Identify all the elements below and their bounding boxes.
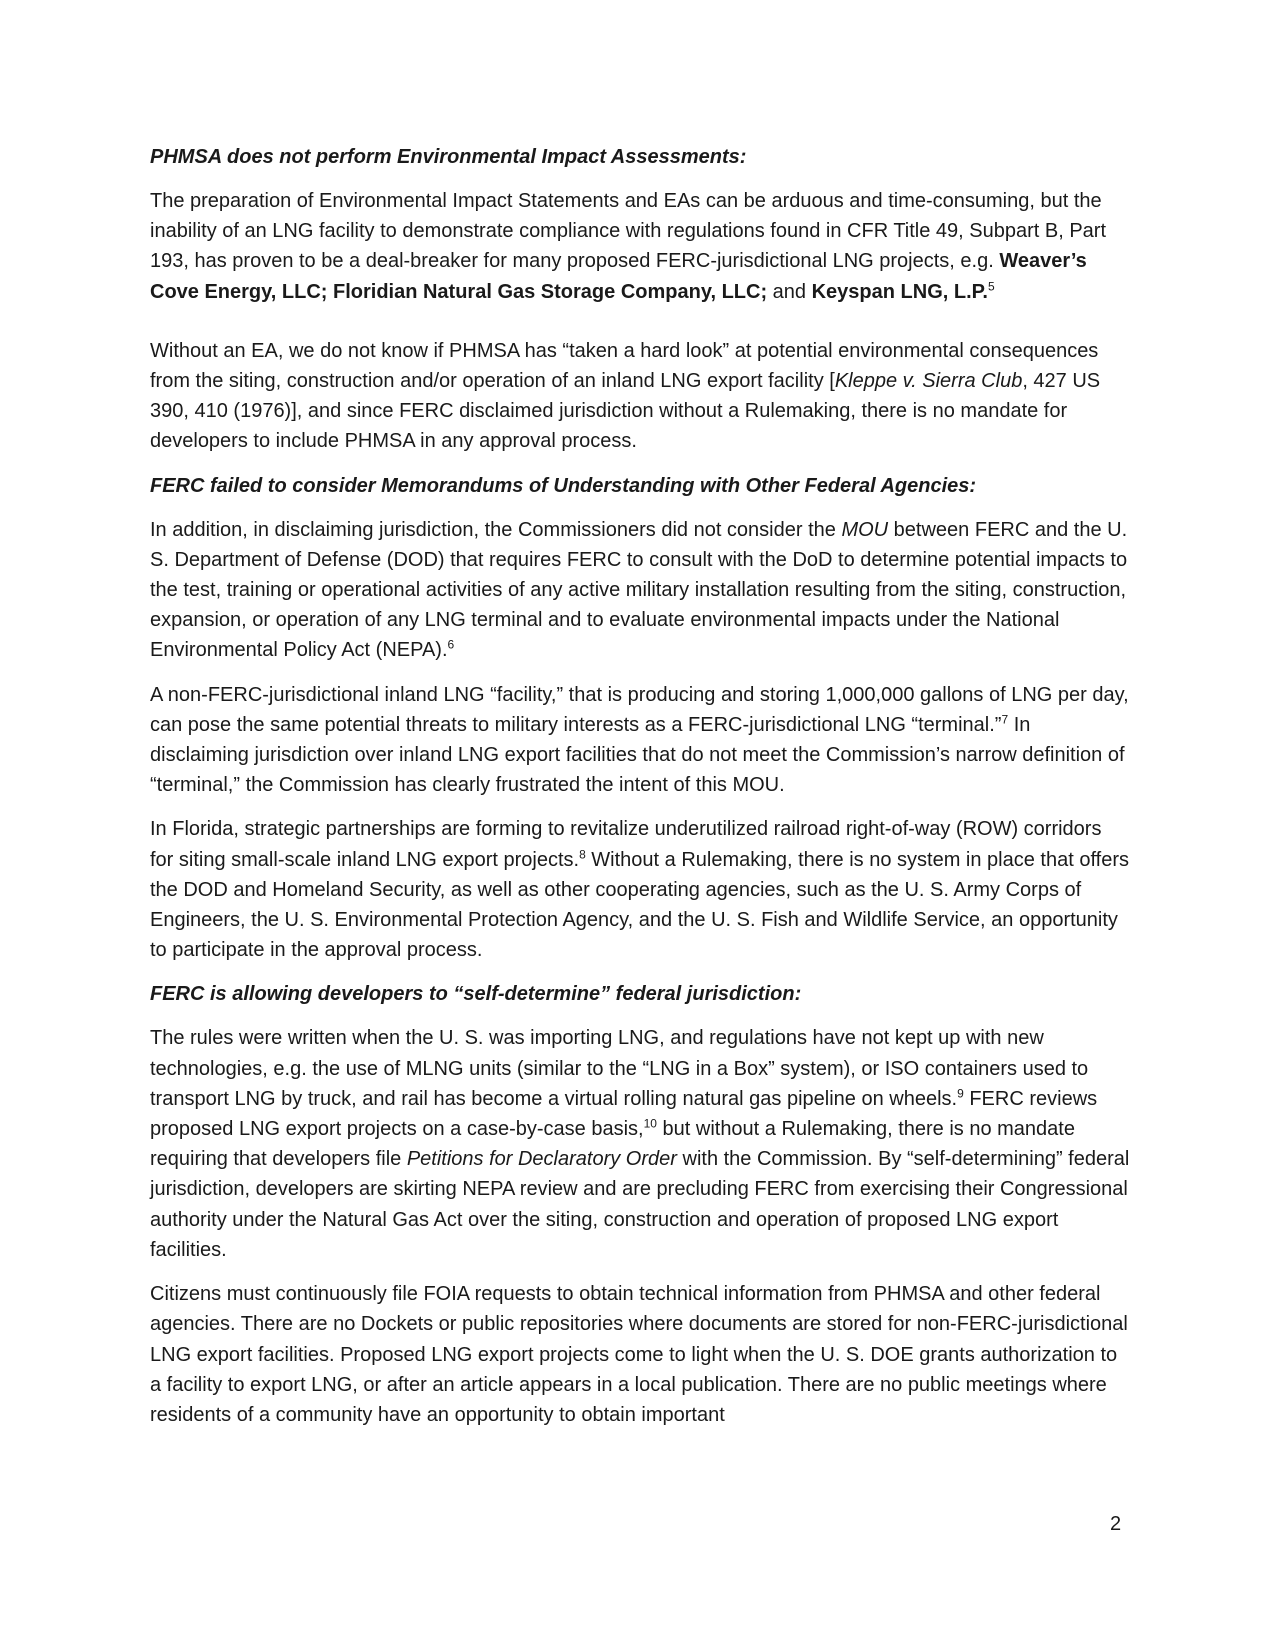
footnote-ref: 5 (987, 278, 995, 293)
paragraph-without-ea (150, 336, 1130, 457)
text-run: Without an EA, we do not know if PHMSA has “taken a hard look” at potential environmental consequences from the siting, construction and/or operation of an inland LNG export facility [ (150, 339, 1099, 393)
bold-project-name-keyspan: Keyspan LNG, L.P. (811, 280, 988, 303)
footnote-ref: 7 (1001, 712, 1009, 727)
footnote-ref: 10 (643, 1116, 657, 1131)
text-run: between FERC and the U. S. Department of Defense (DOD) that requires FERC to consult with the DoD to determine potential impacts to the test, training or operational activities of any active military installation resulting from the siting, construction, expansion, or operation of any LNG terminal and to evaluate environmental impacts under the National Environmental Policy Act (NEPA). (150, 518, 1128, 662)
text-run: with the Commission. By “self-determining” federal jurisdiction, developers are skirting NEPA review and are precluding FERC from exercising their Congressional authority under the Natural Gas Act over the siting, construction and operation of proposed LNG export facilities. (150, 1148, 1130, 1261)
section-heading-phmsa: PHMSA does not perform Environmental Impact Assessments: (150, 146, 747, 168)
paragraph-foia-requests (150, 1279, 1130, 1430)
footnote-ref: 9 (957, 1086, 964, 1101)
text-run: The preparation of Environmental Impact Statements and EAs can be arduous and time-consuming, but the inability of an LNG facility to demonstrate compliance with regulations found in CFR Title 49, Subpart B, Part 193, has proven to be a deal-breaker for many proposed FERC-jurisdictional LNG projects, e.g. (150, 190, 1107, 273)
footnote-ref: 8 (579, 847, 586, 861)
text-run: and (767, 280, 812, 303)
text-run: In disclaiming jurisdiction over inland LNG export facilities that do not meet the Commission’s narrow definition of “terminal,” the Commission has clearly frustrated the intent of this MOU. (150, 713, 1125, 797)
text-run: but without a Rulemaking, there is no mandate requiring that developers file (150, 1118, 1075, 1171)
bold-project-names: Weaver’s Cove Energy, LLC; Floridian Natural Gas Storage Company, LLC; (150, 250, 1087, 303)
text-run: Citizens must continuously file FOIA requests to obtain technical information from PHMSA and other federal agencies. There are no Dockets or public repositories where documents are stored for non-FERC-jurisdictional LNG export facilities. Proposed LNG export projects come to light when the U. S. DOE grants authorization to a facility to export LNG, or after an article appears in a local publication. There are no public meetings where residents of a community have an opportunity to obtain important (150, 1283, 1128, 1426)
document-page (150, 142, 1130, 1444)
text-run: A non-FERC-jurisdictional inland LNG “facility,” that is producing and storing 1,000,000 gallons of LNG per day, can pose the same potential threats to military interests as a FERC-jurisdictional LNG “terminal.” (150, 683, 1129, 736)
italic-mou: MOU (841, 518, 889, 541)
paragraph-eis-compliance (150, 186, 1130, 307)
page-number: 2 (1110, 1513, 1122, 1535)
paragraph-rules-written (150, 1023, 1130, 1265)
paragraph-non-ferc-facility (150, 680, 1130, 801)
section-heading-mou: FERC failed to consider Memorandums of Understanding with Other Federal Agencies: (150, 474, 977, 497)
text-run: The rules were written when the U. S. was importing LNG, and regulations have not kept up with new technologies, e.g. the use of MLNG units (similar to the “LNG in a Box” system), or ISO containers used to transport LNG by truck, and rail has become a virtual rolling natural gas pipeline on wheels. (150, 1027, 1089, 1110)
paragraph-mou-dod (150, 515, 1130, 666)
paragraph-florida-partnerships (150, 814, 1130, 965)
case-citation: Kleppe v. Sierra Club (834, 370, 1023, 393)
text-run: Without a Rulemaking, there is no system in place that offers the DOD and Homeland Security, as well as other cooperating agencies, such as the U. S. Army Corps of Engineers, the U. S. Environmental Protection Agency, and the U. S. Fish and Wildlife Service, an opportunity to participate in the approval process. (150, 848, 1129, 962)
text-run: In Florida, strategic partnerships are forming to revitalize underutilized railroad right-of-way (ROW) corridors for siting small-scale inland LNG export projects. (150, 818, 1102, 871)
italic-petitions: Petitions for Declaratory Order (406, 1148, 677, 1171)
section-heading-self-determine: FERC is allowing developers to “self-determine” federal jurisdiction: (150, 983, 802, 1006)
text-run: , 427 US 390, 410 (1976)], and since FERC disclaimed jurisdiction without a Rulemaking, there is no mandate for developers to include PHMSA in any approval process. (150, 370, 1101, 453)
text-run: In addition, in disclaiming jurisdiction, the Commissioners did not consider the (150, 518, 842, 541)
text-run: FERC reviews proposed LNG export projects on a case-by-case basis, (150, 1087, 1098, 1141)
footnote-ref: 6 (447, 637, 455, 652)
